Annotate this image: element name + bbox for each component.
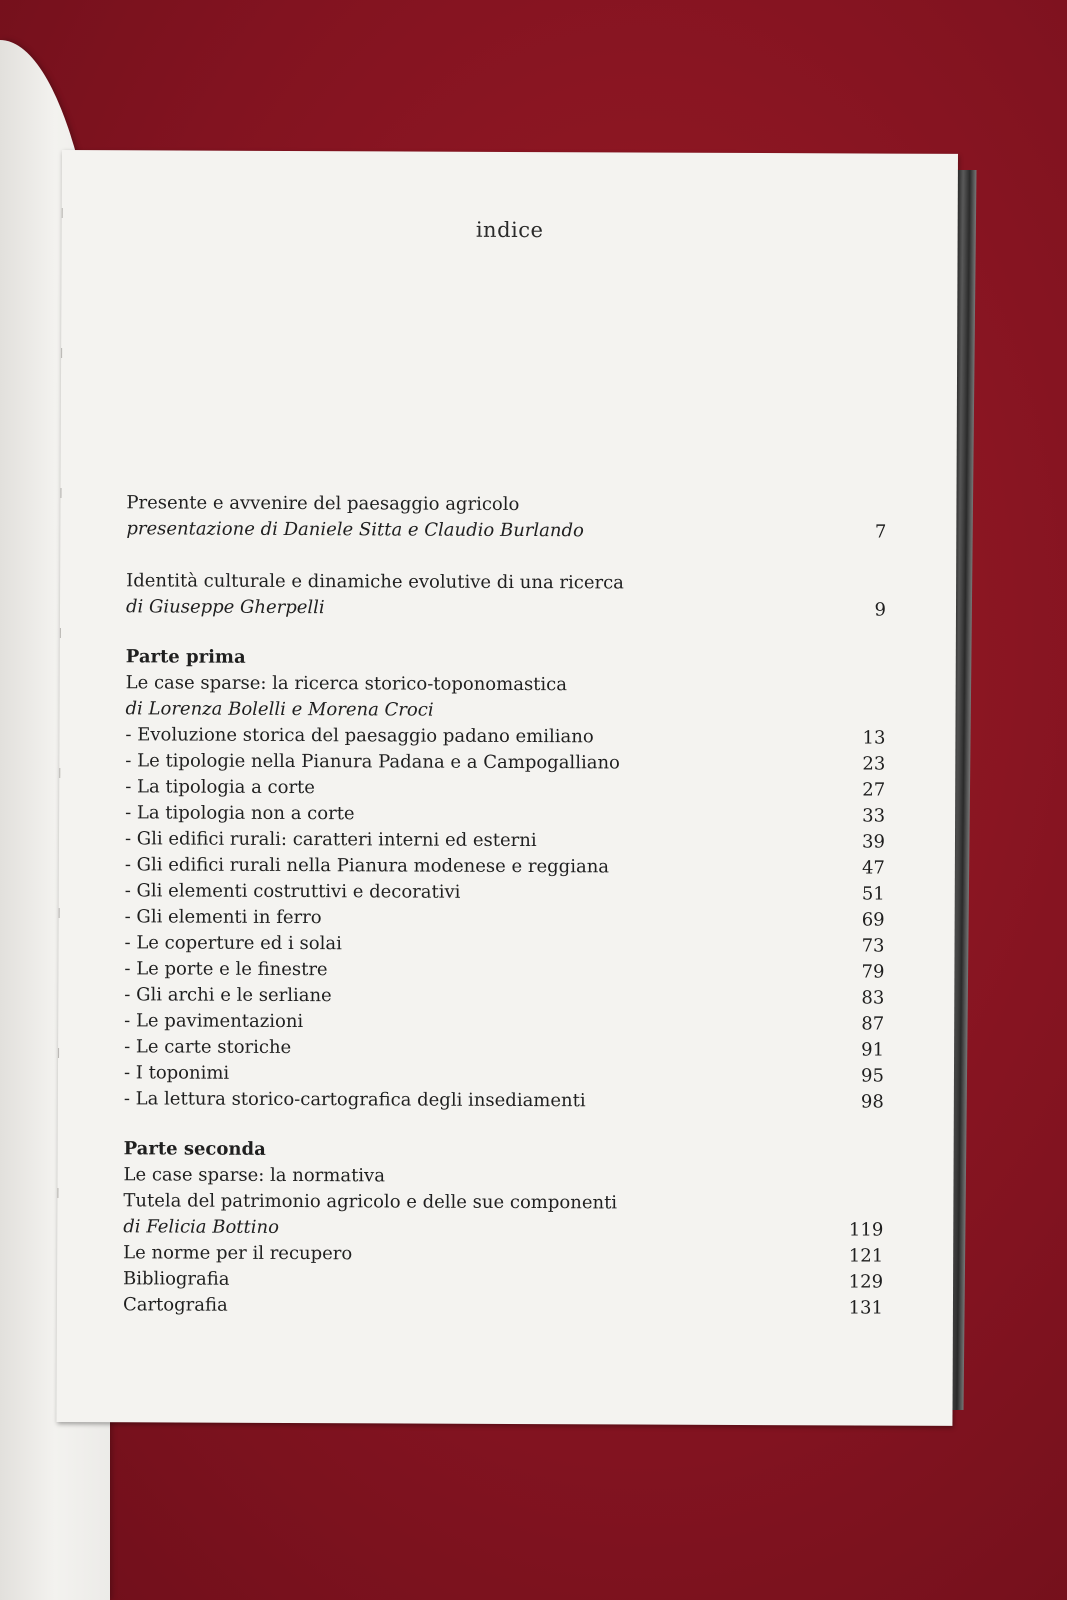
toc-entry xyxy=(123,1188,883,1217)
part-authors xyxy=(126,696,886,725)
toc-entry-title: Cartografia xyxy=(122,1294,228,1316)
toc-entry-author: di Felicia Bottino xyxy=(123,1216,280,1238)
toc-entry xyxy=(126,594,886,623)
toc-entry-subtitle: presentazione di Daniele Sitta e Claudio Burlando xyxy=(126,518,584,542)
toc-entry xyxy=(124,982,884,1011)
toc-entry-title: - Gli edifici rurali: caratteri interni ed esterni xyxy=(124,828,537,852)
toc-entry-title: Bibliografia xyxy=(123,1268,230,1290)
toc-page-number: 83 xyxy=(861,987,885,1009)
toc-entry-title: Presente e avvenire del paesaggio agricolo xyxy=(126,492,520,515)
toc-entry-title: Identità culturale e dinamiche evolutive di una ricerca xyxy=(126,570,624,594)
toc-page-number: 79 xyxy=(861,961,885,983)
toc-page-number: 121 xyxy=(848,1245,884,1267)
page-title: indice xyxy=(475,217,544,243)
part-one-heading: Parte prima xyxy=(125,646,246,668)
toc-page-number: 69 xyxy=(861,909,885,931)
toc-entry xyxy=(126,490,886,519)
toc-page-number: 95 xyxy=(861,1065,885,1087)
toc-page-number: 98 xyxy=(860,1091,884,1113)
toc-entry xyxy=(124,1086,884,1115)
part-heading xyxy=(124,1136,884,1165)
binding-stitch xyxy=(60,488,61,498)
toc-page-number: 129 xyxy=(848,1271,884,1293)
toc-entry xyxy=(123,1292,883,1321)
binding-stitch xyxy=(58,1048,59,1058)
toc-entry xyxy=(124,1008,884,1037)
binding-stitch xyxy=(59,768,60,778)
toc-entry-title: - La tipologia a corte xyxy=(125,776,316,799)
toc-entry xyxy=(125,852,885,881)
toc-entry-title: - Le porte e le finestre xyxy=(124,958,328,981)
toc-entry-title: - Le tipologie nella Pianura Padana e a Campogalliano xyxy=(125,750,620,774)
book-page xyxy=(56,150,958,1426)
toc-entry xyxy=(123,1214,883,1243)
toc-entry xyxy=(125,904,885,933)
toc-entry-title: - Gli edifici rurali nella Pianura modenese e reggiana xyxy=(124,854,610,878)
part-one-subtitle: Le case sparse: la ricerca storico-toponomastica xyxy=(125,672,568,696)
toc-entry xyxy=(124,1060,884,1089)
toc-entry xyxy=(125,748,885,777)
part-one-authors: di Lorenza Bolelli e Morena Croci xyxy=(125,698,434,721)
toc-entry xyxy=(124,1034,884,1063)
toc-entry xyxy=(125,878,885,907)
binding-stitch xyxy=(57,1188,58,1198)
toc-entry xyxy=(125,774,885,803)
toc-entry-title: - La lettura storico-cartografica degli insediamenti xyxy=(123,1088,586,1112)
toc-entry xyxy=(123,1240,883,1269)
toc-entry-title: Tutela del patrimonio agricolo e delle sue componenti xyxy=(123,1190,618,1214)
toc-page-number: 39 xyxy=(862,831,886,853)
toc-page-number: 91 xyxy=(861,1039,885,1061)
toc-page-number: 51 xyxy=(861,883,885,905)
toc-entry-title: - Gli elementi in ferro xyxy=(124,906,322,929)
toc-entry xyxy=(125,826,885,855)
toc-page-number: 87 xyxy=(861,1013,885,1035)
table-of-contents xyxy=(123,490,887,1321)
toc-entry-title: - I toponimi xyxy=(123,1062,230,1084)
part-heading xyxy=(126,644,886,673)
toc-entry-title: - Le pavimentazioni xyxy=(124,1010,304,1033)
toc-entry xyxy=(125,722,885,751)
binding-stitch xyxy=(61,348,62,358)
toc-page-number: 7 xyxy=(874,521,887,543)
toc-entry-title: Le norme per il recupero xyxy=(123,1242,353,1265)
toc-entry-title: - Le coperture ed i solai xyxy=(124,932,342,955)
toc-entry-title: - Gli elementi costruttivi e decorativi xyxy=(124,880,461,903)
part-two-heading: Parte seconda xyxy=(123,1138,266,1160)
toc-entry-subtitle: di Giuseppe Gherpelli xyxy=(125,596,325,619)
toc-entry xyxy=(124,930,884,959)
toc-entry xyxy=(125,800,885,829)
toc-page-number: 9 xyxy=(874,599,887,621)
toc-entry-title: - Evoluzione storica del paesaggio padano emiliano xyxy=(125,724,594,748)
toc-entry xyxy=(123,1266,883,1295)
toc-entry xyxy=(126,516,886,545)
toc-page-number: 73 xyxy=(861,935,885,957)
toc-page-number: 119 xyxy=(848,1219,884,1241)
toc-page-number: 23 xyxy=(862,753,886,775)
toc-entry-title: - La tipologia non a corte xyxy=(125,802,355,825)
part-subtitle xyxy=(123,1162,883,1191)
toc-entry xyxy=(124,956,884,985)
toc-entry xyxy=(126,568,886,597)
toc-entry-title: - Le carte storiche xyxy=(124,1036,292,1059)
toc-page-number: 27 xyxy=(862,779,886,801)
toc-page-number: 13 xyxy=(862,727,886,749)
part-subtitle xyxy=(126,670,886,699)
binding-stitch xyxy=(59,908,60,918)
toc-page-number: 47 xyxy=(861,857,885,879)
binding-stitch xyxy=(60,628,61,638)
toc-page-number: 131 xyxy=(848,1297,884,1319)
part-two-subtitle: Le case sparse: la normativa xyxy=(123,1164,386,1187)
toc-page-number: 33 xyxy=(862,805,886,827)
toc-entry-title: - Gli archi e le serliane xyxy=(124,984,332,1007)
